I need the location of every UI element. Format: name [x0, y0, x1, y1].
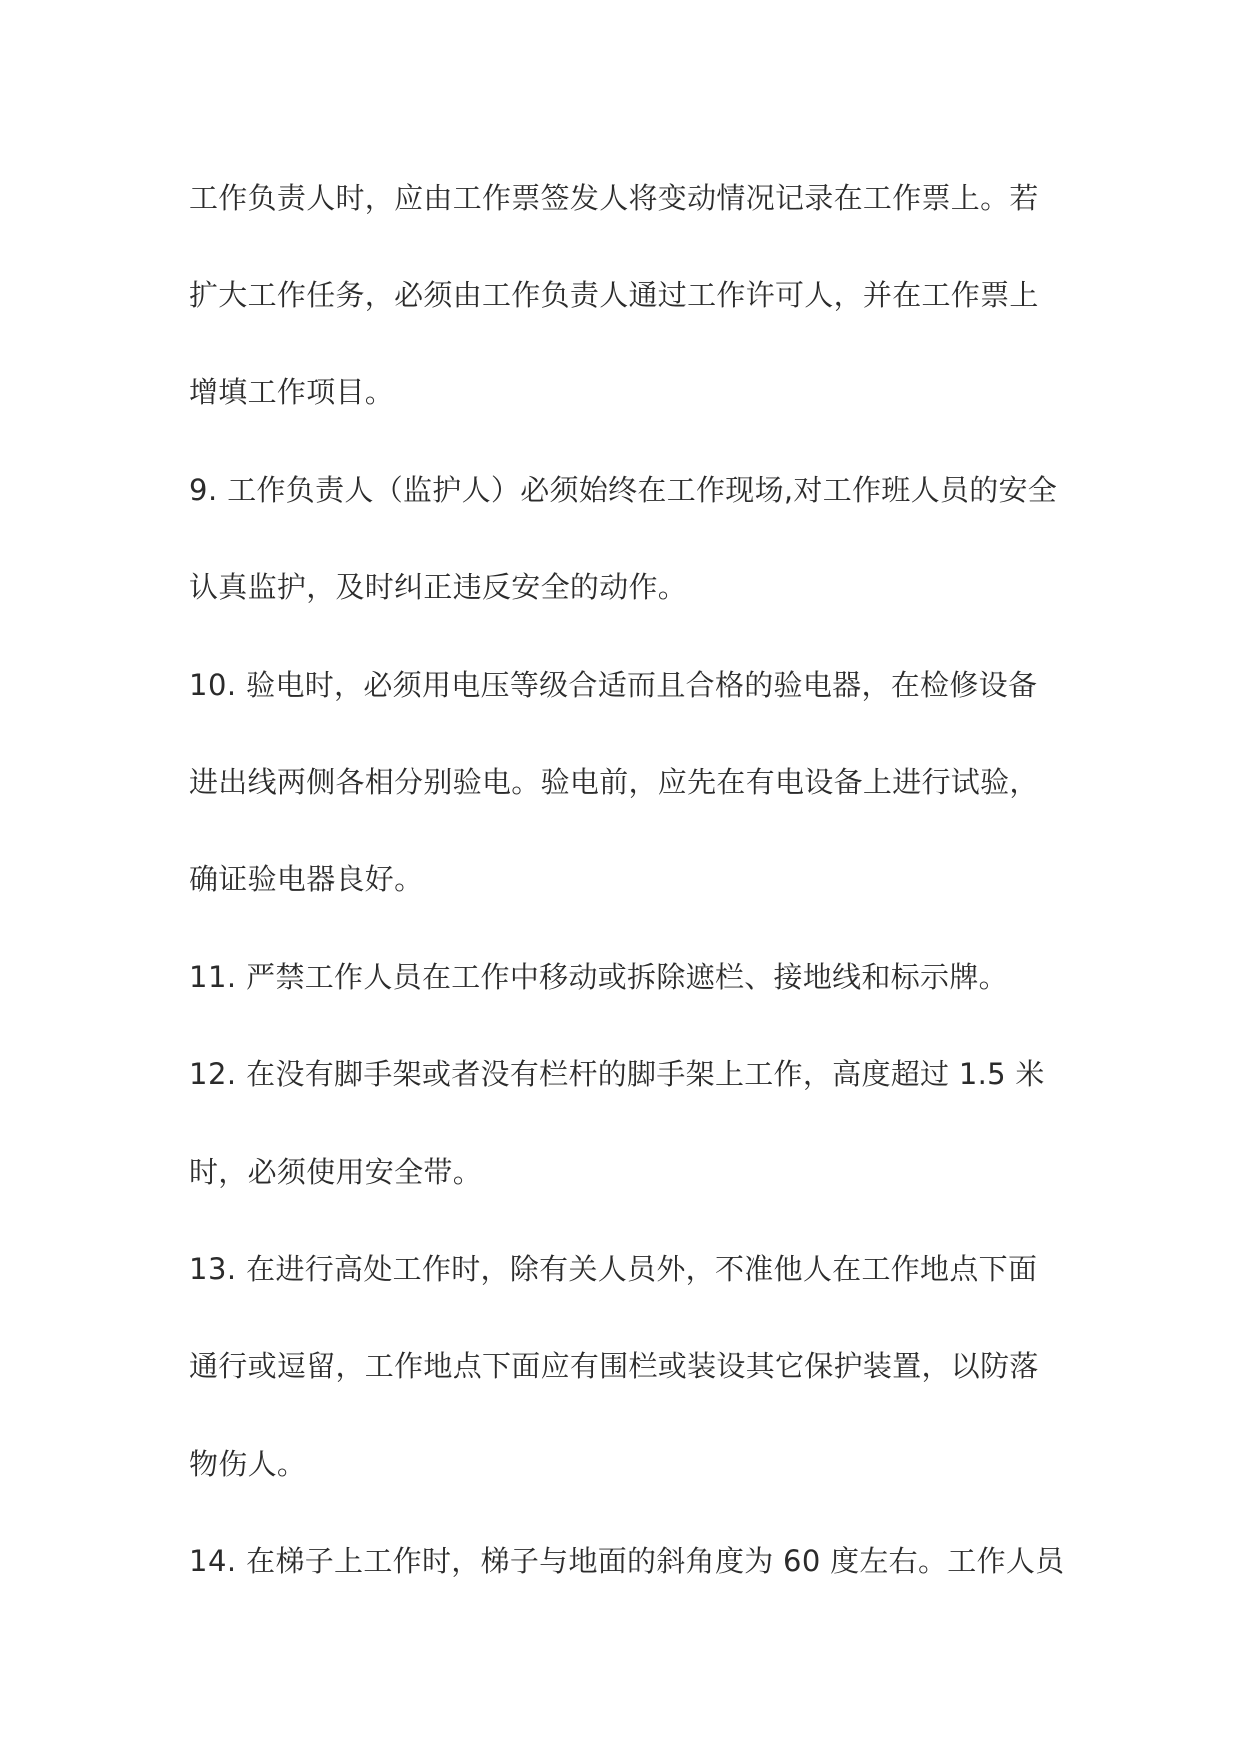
list-item-9: [189, 466, 1069, 514]
item-number: 12.: [189, 1057, 237, 1091]
item-number: 11.: [189, 960, 237, 994]
line-text: 通行或逗留，工作地点下面应有围栏或装设其它保护装置，以防落: [189, 1349, 1039, 1383]
item-number: 10.: [189, 668, 237, 702]
line-text: 进出线两侧各相分别验电。验电前，应先在有电设备上进行试验，: [189, 765, 1039, 799]
paragraph-line: [189, 271, 1069, 319]
list-item-13: [189, 1245, 1069, 1293]
item-number: 14.: [189, 1544, 237, 1578]
line-text: 确证验电器良好。: [189, 862, 424, 896]
paragraph-line: [189, 758, 1069, 806]
line-text: 验电时，必须用电压等级合适而且合格的验电器，在检修设备: [236, 668, 1038, 702]
line-text: 严禁工作人员在工作中移动或拆除遮栏、接地线和标示牌。: [236, 960, 1008, 994]
paragraph-line: [189, 563, 1069, 611]
line-text: 工作负责人时，应由工作票签发人将变动情况记录在工作票上。若: [189, 181, 1039, 215]
paragraph-line: [189, 368, 1069, 416]
list-item-11: [189, 953, 1069, 1001]
line-text: 扩大工作任务，必须由工作负责人通过工作许可人，并在工作票上: [189, 278, 1039, 312]
line-text: 时，必须使用安全带。: [189, 1155, 483, 1189]
item-number: 9.: [189, 473, 218, 507]
line-text: 在没有脚手架或者没有栏杆的脚手架上工作，高度超过 1.5 米: [236, 1057, 1045, 1091]
paragraph-line: [189, 174, 1069, 222]
list-item-14: [189, 1537, 1069, 1585]
line-text: 增填工作项目。: [189, 375, 395, 409]
paragraph-line: [189, 1148, 1069, 1196]
line-text: 认真监护，及时纠正违反安全的动作。: [189, 570, 688, 604]
line-text: 物伤人。: [189, 1447, 307, 1481]
paragraph-line: [189, 1342, 1069, 1390]
item-number: 13.: [189, 1252, 237, 1286]
list-item-10: [189, 661, 1069, 709]
line-text: 在梯子上工作时，梯子与地面的斜角度为 60 度左右。工作人员: [236, 1544, 1065, 1578]
paragraph-line: [189, 855, 1069, 903]
line-text: 在进行高处工作时，除有关人员外，不准他人在工作地点下面: [236, 1252, 1038, 1286]
line-text: 工作负责人（监护人）必须始终在工作现场,对工作班人员的安全: [217, 473, 1058, 507]
paragraph-line: [189, 1440, 1069, 1488]
list-item-12: [189, 1050, 1069, 1098]
